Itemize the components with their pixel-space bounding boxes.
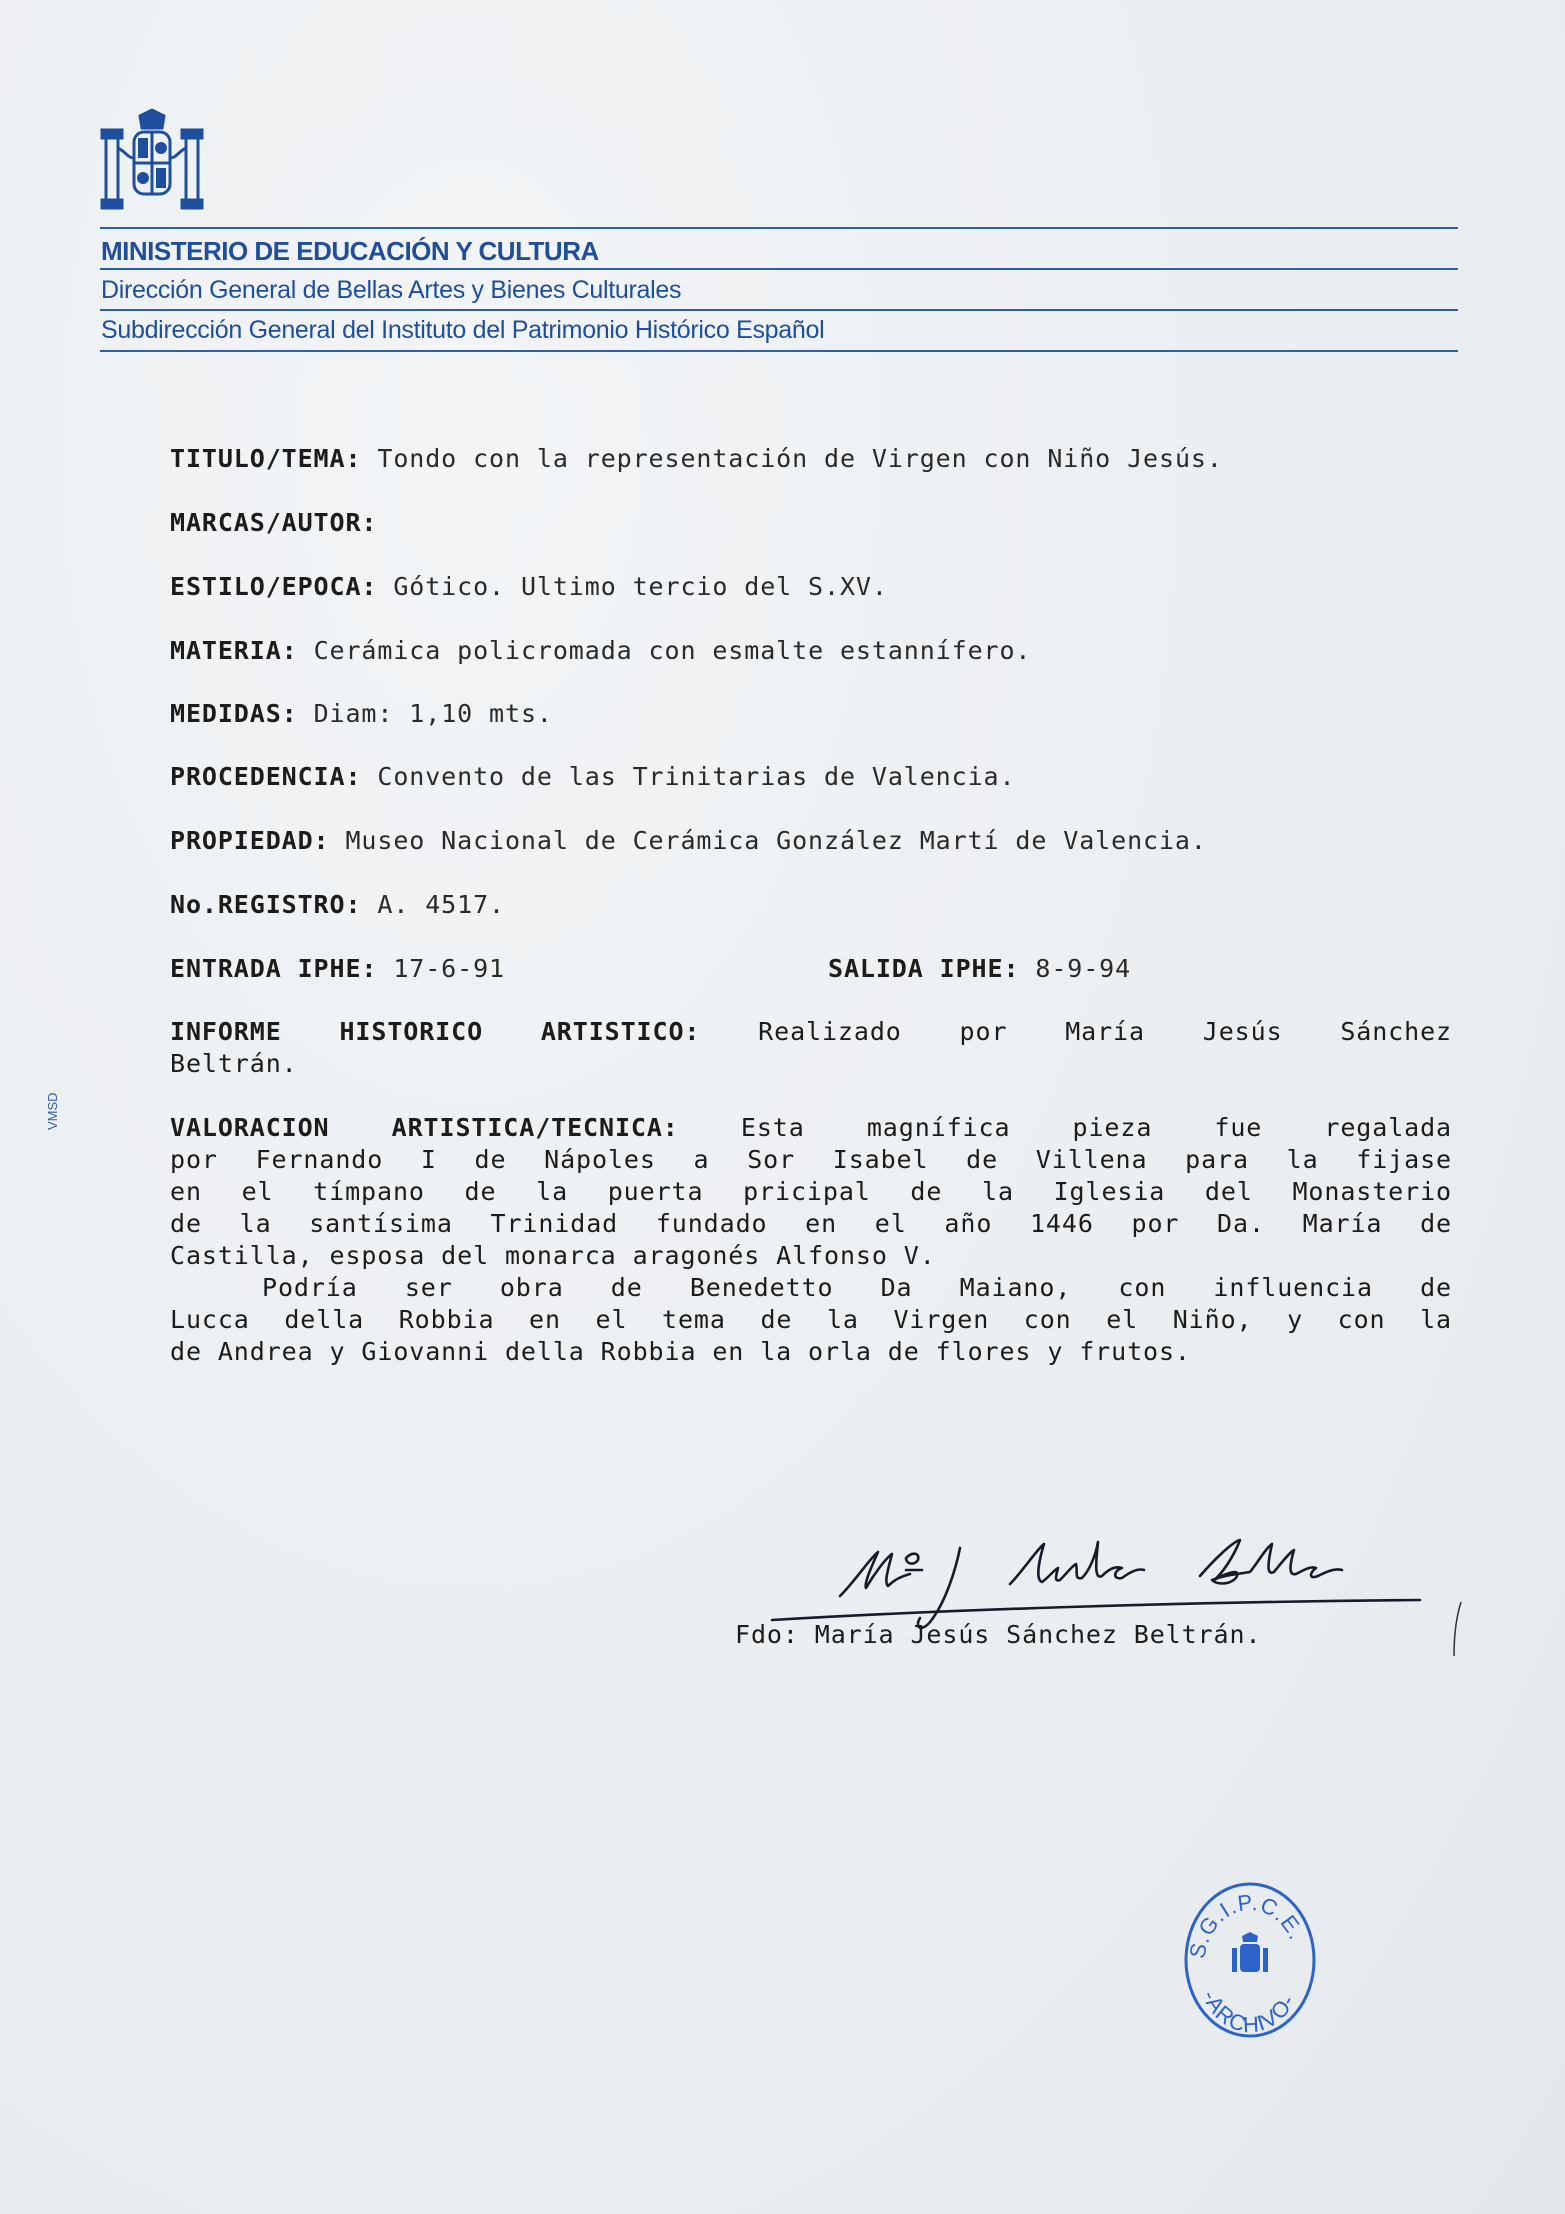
- field-estilo: [170, 572, 888, 601]
- direction-title: Dirección General de Bellas Artes y Bienes Culturales: [101, 276, 682, 304]
- field-label: PROCEDENCIA:: [170, 762, 362, 791]
- field-value: A. 4517.: [377, 890, 505, 919]
- field-value: Tondo con la representación de Virgen con Niño Jesús.: [377, 444, 1223, 473]
- field-salida: [828, 954, 1131, 983]
- field-value: Museo Nacional de Cerámica González Martí de Valencia.: [345, 826, 1207, 855]
- subdirection-title: Subdirección General del Instituto del Patrimonio Histórico Español: [101, 316, 825, 344]
- field-materia: [170, 636, 1031, 665]
- field-value: Convento de las Trinitarias de Valencia.: [377, 762, 1016, 791]
- valoracion-line: Castilla, esposa del monarca aragonés Alfonso V.: [170, 1241, 936, 1270]
- valoracion-line: por Fernando I de Nápoles a Sor Isabel de Villena para la fijase: [170, 1145, 1452, 1174]
- valoracion-block: [170, 1112, 1452, 1368]
- informe-line-1: [170, 1016, 1452, 1048]
- field-value: 17-6-91: [393, 954, 505, 983]
- informe-line-2: Beltrán.: [170, 1049, 298, 1078]
- signature-caption: Fdo: María Jesús Sánchez Beltrán.: [735, 1620, 1262, 1649]
- stamp-top-text: S.G.I.P.C.E.: [1184, 1889, 1310, 1961]
- valoracion-value: Esta magnífica pieza fue regalada: [740, 1113, 1452, 1142]
- field-registro: [170, 890, 505, 919]
- field-value: 8-9-94: [1035, 954, 1132, 983]
- archive-stamp: [1180, 1878, 1320, 2040]
- field-procedencia: [170, 762, 1015, 791]
- valoracion-paragraph2-line: de Andrea y Giovanni della Robbia en la orla de flores y frutos.: [170, 1337, 1191, 1366]
- spanish-coat-of-arms-icon: [100, 108, 204, 214]
- field-value: Gótico. Ultimo tercio del S.XV.: [393, 572, 888, 601]
- valoracion-label: VALORACION ARTISTICA/TECNICA:: [170, 1113, 679, 1142]
- valoracion-paragraph2-line: Lucca della Robbia en el tema de la Virgen con el Niño, y con la: [170, 1305, 1452, 1334]
- valoracion-line: en el tímpano de la puerta pricipal de la Iglesia del Monasterio: [170, 1177, 1452, 1206]
- informe-block: [170, 1016, 1452, 1080]
- field-label: MARCAS/AUTOR:: [170, 508, 378, 537]
- svg-text:-ARCHIVO-: [1198, 1987, 1301, 2038]
- informe-value: Realizado por María Jesús Sánchez: [758, 1017, 1452, 1046]
- field-marcas: [170, 508, 377, 537]
- valoracion-paragraph2-line: Podría ser obra de Benedetto Da Maiano, con influencia de: [262, 1273, 1452, 1302]
- side-mark: VMSD: [45, 1092, 60, 1130]
- margin-mark: [1450, 1600, 1464, 1660]
- field-label: MEDIDAS:: [170, 699, 298, 728]
- stamp-crest-icon: [1232, 1932, 1268, 1972]
- stamp-bottom-text: -ARCHIVO-: [1197, 1986, 1301, 2038]
- field-propiedad: [170, 826, 1207, 855]
- field-entrada: [170, 954, 505, 983]
- valoracion-line-1: [170, 1112, 1452, 1144]
- letterhead-rule-3: [100, 309, 1458, 311]
- letterhead-rule-4: [100, 350, 1458, 352]
- field-label: ENTRADA IPHE:: [170, 954, 378, 983]
- letterhead-rule-1: [100, 227, 1458, 229]
- valoracion-line: de la santísima Trinidad fundado en el año 1446 por Da. María de: [170, 1209, 1452, 1238]
- letterhead-rule-2: [100, 268, 1458, 270]
- field-label: MATERIA:: [170, 636, 298, 665]
- field-label: No.REGISTRO:: [170, 890, 362, 919]
- field-value: Diam: 1,10 mts.: [313, 699, 553, 728]
- field-label: SALIDA IPHE:: [828, 954, 1020, 983]
- field-titulo: [170, 444, 1223, 473]
- field-label: TITULO/TEMA:: [170, 444, 362, 473]
- field-value: Cerámica policromada con esmalte estannífero.: [313, 636, 1032, 665]
- field-label: ESTILO/EPOCA:: [170, 572, 378, 601]
- ministry-title: MINISTERIO DE EDUCACIÓN Y CULTURA: [101, 236, 599, 266]
- field-medidas: [170, 699, 553, 728]
- field-label: PROPIEDAD:: [170, 826, 330, 855]
- informe-label: INFORME HISTORICO ARTISTICO:: [170, 1017, 701, 1046]
